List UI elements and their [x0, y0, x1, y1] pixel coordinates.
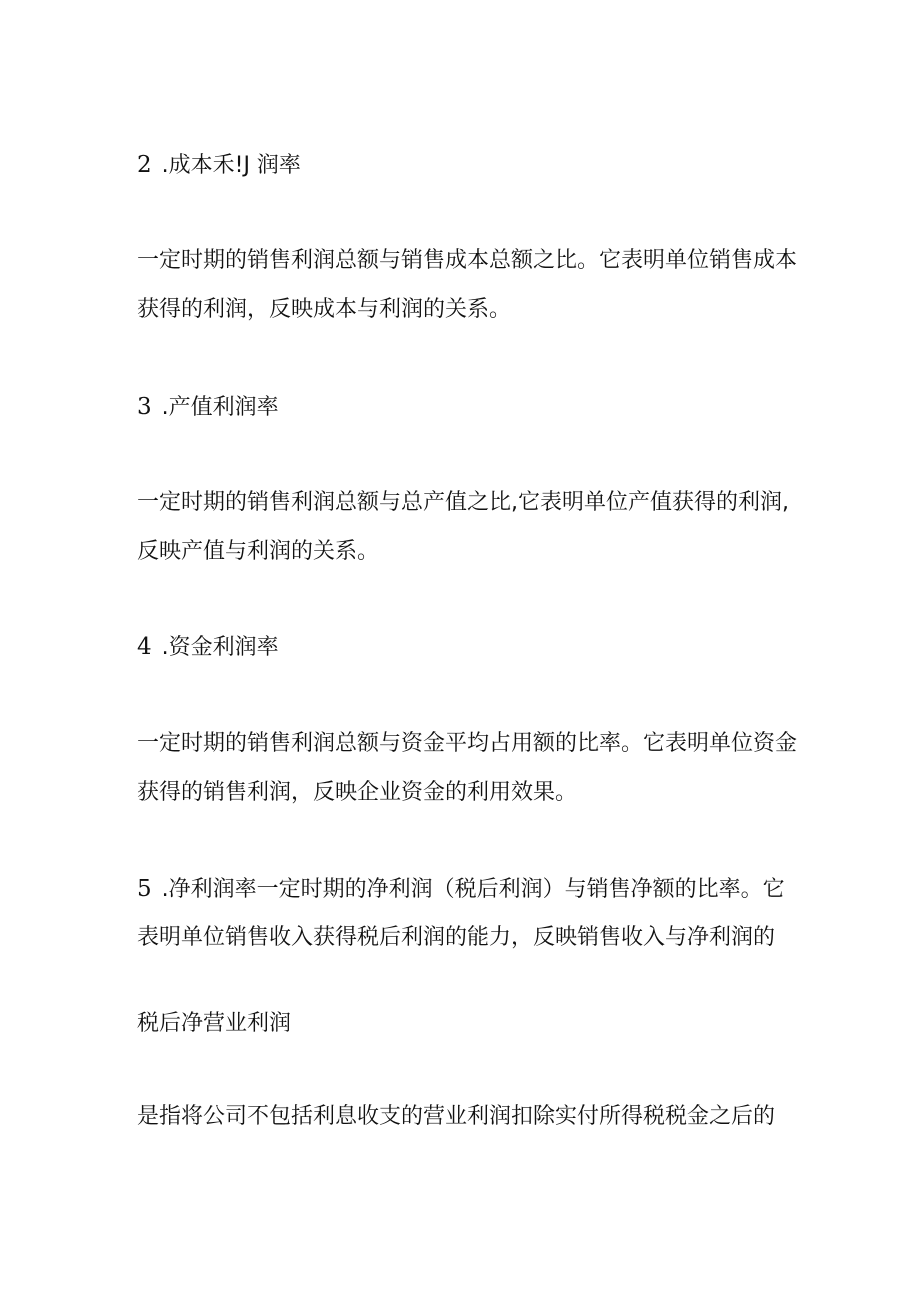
paragraph-line: 获得的利润，反映成本与利润的关系。 — [137, 297, 512, 322]
paragraph-line: 一定时期的销售利润总额与资金平均占用额的比率。它表明单位资金 — [137, 731, 798, 756]
section-title: .成本禾!J 润率 — [161, 153, 301, 178]
paragraph-line: 反映产值与利润的关系。 — [137, 539, 380, 564]
section-5-heading — [137, 874, 785, 905]
section-title: .资金利润率 — [161, 635, 279, 660]
section-2-heading — [137, 150, 301, 181]
section-title: .产值利润率 — [161, 395, 279, 420]
section-4-heading — [137, 632, 279, 663]
paragraph-line: 表明单位销售收入获得税后利润的能力，反映销售收入与净利润的 — [137, 925, 776, 950]
section-number: 4 — [137, 634, 152, 660]
subheading: 税后净营业利润 — [137, 1011, 292, 1036]
section-title: .净利润率一定时期的净利润（税后利润）与销售净额的比率。它 — [161, 877, 785, 902]
paragraph-line: 一定时期的销售利润总额与总产值之比,它表明单位产值获得的利润, — [137, 490, 789, 515]
section-number: 5 — [137, 876, 152, 902]
section-3-heading — [137, 392, 279, 423]
paragraph-line: 是指将公司不包括利息收支的营业利润扣除实付所得税税金之后的 — [137, 1104, 776, 1129]
section-number: 3 — [137, 394, 152, 420]
paragraph-line: 获得的销售利润，反映企业资金的利用效果。 — [137, 780, 578, 805]
section-number: 2 — [137, 152, 152, 178]
paragraph-line: 一定时期的销售利润总额与销售成本总额之比。它表明单位销售成本 — [137, 248, 798, 273]
